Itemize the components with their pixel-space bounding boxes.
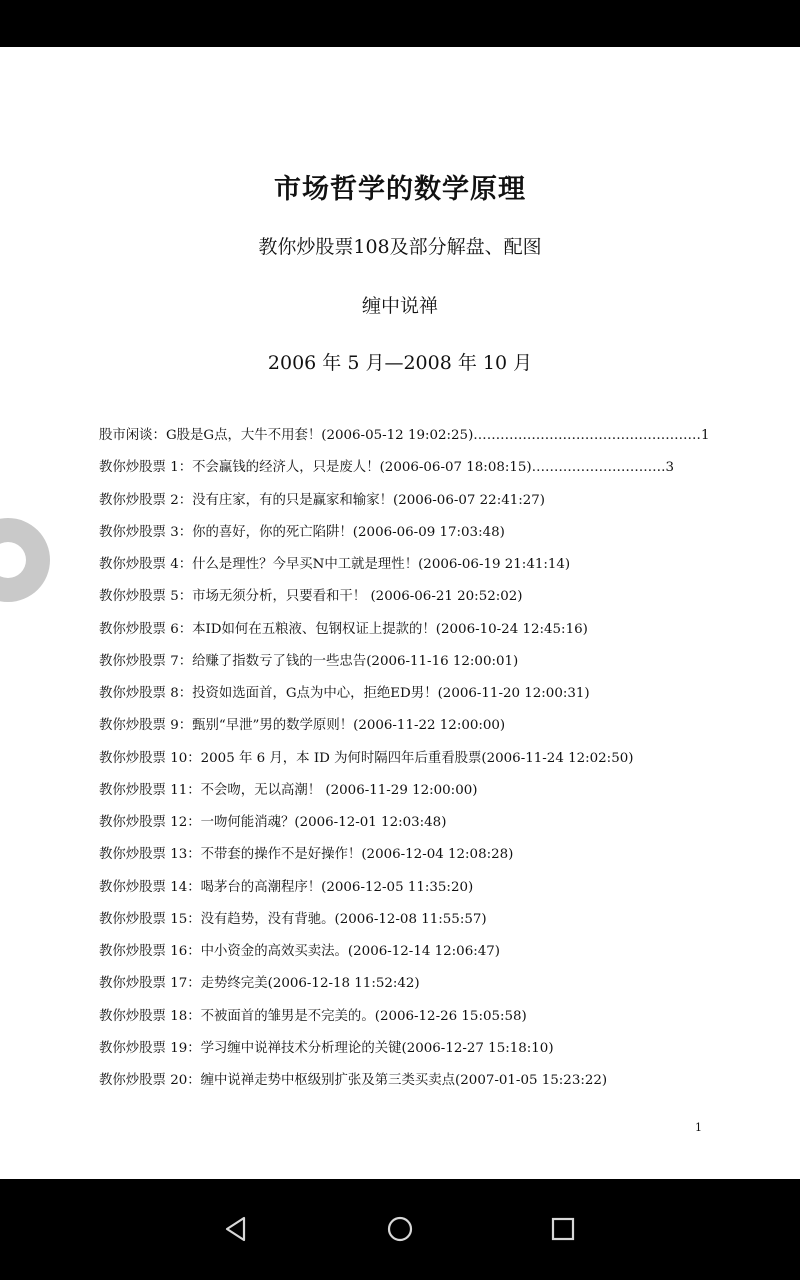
document-author: 缠中说禅 [361, 295, 438, 317]
page-number: 1 [695, 1121, 702, 1134]
table-of-contents [99, 425, 709, 1102]
recents-button[interactable] [548, 1214, 578, 1244]
toc-entry[interactable]: 教你炒股票 13：不带套的操作不是好操作！(2006-12-04 12:08:28) [99, 847, 514, 863]
toc-entry[interactable]: 教你炒股票 18：不被面首的雏男是不完美的。(2006-12-26 15:05:58) [99, 1008, 527, 1024]
toc-entry[interactable]: 教你炒股票 2：没有庄家，有的只是赢家和输家！(2006-06-07 22:41:27) [99, 492, 546, 508]
toc-entry[interactable]: 教你炒股票 14：喝茅台的高潮程序！(2006-12-05 11:35:20) [99, 879, 474, 895]
toc-entry[interactable]: 教你炒股票 11：不会吻，无以高潮！ (2006-11-29 12:00:00) [99, 782, 478, 798]
toc-entry[interactable]: 教你炒股票 4：什么是理性？今早买N中工就是理性！(2006-06-19 21:41:14) [99, 557, 571, 572]
toc-entry[interactable]: 股市闲谈：G股是G点，大牛不用套！(2006-05-12 19:02:25)……………………………………………1 [99, 428, 709, 443]
toc-entry[interactable]: 教你炒股票 7：给赚了指数亏了钱的一些忠告(2006-11-16 12:00:01) [99, 653, 519, 669]
toc-entry[interactable]: 教你炒股票 16：中小资金的高效买卖法。(2006-12-14 12:06:47) [99, 944, 500, 959]
toc-entry[interactable]: 教你炒股票 12：一吻何能消魂？(2006-12-01 12:03:48) [99, 815, 447, 830]
document-title: 市场哲学的数学原理 [274, 174, 526, 205]
toc-entry[interactable]: 教你炒股票 1：不会赢钱的经济人，只是废人！(2006-06-07 18:08:15)…………………………3 [99, 460, 675, 476]
back-button[interactable] [222, 1214, 252, 1244]
toc-entry[interactable]: 教你炒股票 15：没有趋势，没有背驰。(2006-12-08 11:55:57) [99, 911, 487, 927]
home-button[interactable] [385, 1214, 415, 1244]
toc-entry[interactable]: 教你炒股票 8：投资如选面首，G点为中心，拒绝ED男！(2006-11-20 12:00:31) [99, 686, 590, 701]
toc-entry[interactable]: 教你炒股票 10：2005 年 6 月，本 ID 为何时隔四年后重看股票(2006-11-24 12:02:50) [99, 750, 634, 766]
status-bar [0, 0, 800, 47]
navigation-bar [0, 1179, 800, 1280]
document-date-range: 2006 年 5 月—2008 年 10 月 [267, 352, 533, 374]
toc-entry[interactable]: 教你炒股票 5：市场无须分析，只要看和干！ (2006-06-21 20:52:02) [99, 589, 523, 605]
toc-entry[interactable]: 教你炒股票 20：缠中说禅走势中枢级别扩张及第三类买卖点(2007-01-05 15:23:22) [99, 1073, 608, 1088]
toc-entry[interactable]: 教你炒股票 3：你的喜好，你的死亡陷阱！(2006-06-09 17:03:48) [99, 524, 505, 540]
square-recents-icon [548, 1214, 578, 1244]
toc-entry[interactable]: 教你炒股票 17：走势终完美(2006-12-18 11:52:42) [99, 976, 420, 992]
toc-entry[interactable]: 教你炒股票 6：本ID如何在五粮液、包钢权证上提款的！(2006-10-24 12:45:16) [99, 621, 588, 637]
triangle-back-icon [222, 1214, 252, 1244]
toc-entry[interactable]: 教你炒股票 19：学习缠中说禅技术分析理论的关键(2006-12-27 15:18:10) [99, 1040, 554, 1056]
toc-entry[interactable]: 教你炒股票 9：甄别“早泄”男的数学原则！(2006-11-22 12:00:00) [99, 718, 506, 734]
document-page[interactable] [0, 47, 800, 1179]
circle-home-icon [385, 1214, 415, 1244]
document-subtitle: 教你炒股票108及部分解盘、配图 [258, 236, 542, 258]
